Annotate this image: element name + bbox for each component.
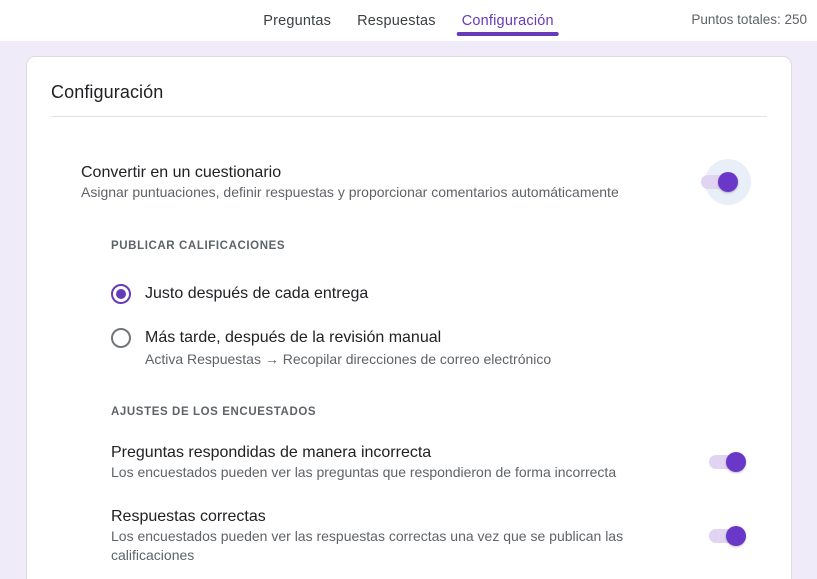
missed-questions-toggle-switch[interactable] <box>709 452 746 472</box>
settings-card <box>26 56 792 579</box>
tab-configuracion[interactable]: Configuración <box>457 0 559 41</box>
radio-option-label: Más tarde, después de la revisión manual <box>145 329 442 346</box>
section-label-publicar-calificaciones: PUBLICAR CALIFICACIONES <box>111 240 286 252</box>
radio-unselected-icon[interactable] <box>111 328 131 348</box>
tab-preguntas[interactable]: Preguntas <box>263 12 332 29</box>
tab-bar <box>258 0 559 41</box>
setting-title: Preguntas respondidas de manera incorrecta <box>111 444 432 461</box>
radio-option-description: Activa Respuestas → Recopilar direcciones de correo electrónico <box>145 351 552 367</box>
toggle-thumb-icon <box>718 172 738 192</box>
radio-option-text <box>145 328 551 368</box>
setting-text <box>111 506 709 565</box>
section-respondent-settings <box>111 406 767 565</box>
radio-option-justo-despues[interactable] <box>111 284 767 304</box>
tab-respuestas[interactable]: Respuestas <box>357 12 436 29</box>
setting-text <box>111 442 709 482</box>
total-points-label: Puntos totales: 250 <box>691 11 807 27</box>
setting-row-preguntas-incorrectas <box>111 442 767 482</box>
correct-answers-toggle-switch[interactable] <box>709 526 746 546</box>
radio-option-label: Justo después de cada entrega <box>145 285 369 302</box>
page-title: Configuración <box>51 82 164 102</box>
setting-row-respuestas-correctas <box>111 506 767 565</box>
section-release-grades <box>111 240 767 368</box>
toggle-thumb-icon <box>726 526 746 546</box>
setting-title: Respuestas correctas <box>111 508 266 525</box>
radio-option-mas-tarde[interactable] <box>111 328 767 368</box>
setting-description: Los encuestados pueden ver las respuestas correctas una vez que se publican las calificaciones <box>111 528 624 563</box>
radio-selected-icon[interactable] <box>111 284 131 304</box>
setting-description: Los encuestados pueden ver las preguntas que respondieron de forma incorrecta <box>111 464 617 480</box>
quiz-setting-title: Convertir en un cuestionario <box>81 164 282 181</box>
top-navigation-bar <box>0 0 817 41</box>
quiz-setting-text <box>81 162 701 202</box>
divider <box>51 116 767 117</box>
toggle-thumb-icon <box>726 452 746 472</box>
quiz-toggle-switch[interactable] <box>701 172 738 192</box>
section-label-ajustes-encuestados: AJUSTES DE LOS ENCUESTADOS <box>111 406 317 418</box>
quiz-setting-description: Asignar puntuaciones, definir respuestas y proporcionar comentarios automáticamente <box>81 184 619 200</box>
quiz-setting-row <box>81 162 767 202</box>
